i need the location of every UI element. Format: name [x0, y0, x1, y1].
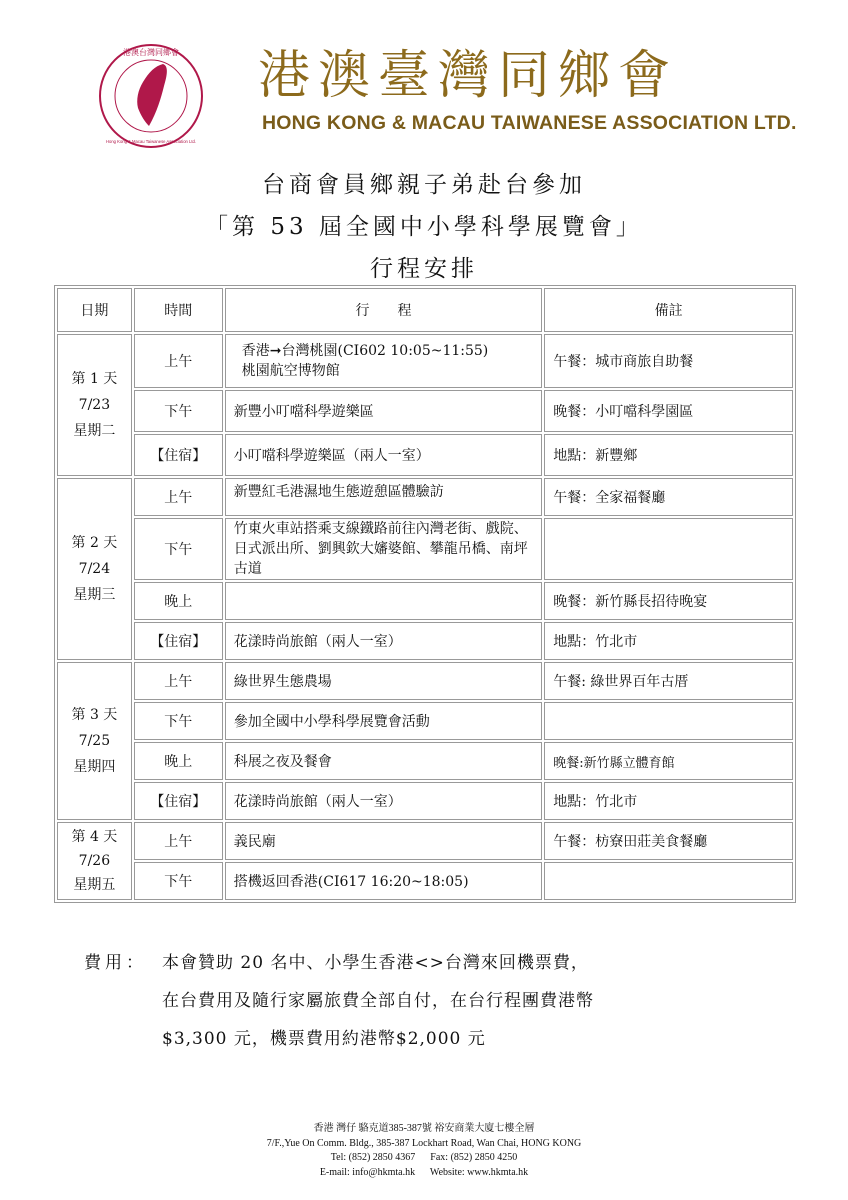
table-row	[57, 478, 793, 516]
time-cell: 【住宿】	[134, 622, 223, 660]
remarks-cell	[544, 862, 793, 900]
table-row	[57, 702, 793, 740]
itinerary-table	[54, 285, 796, 903]
header-remarks: 備註	[544, 288, 793, 332]
table-header-row	[57, 288, 793, 332]
table-row	[57, 782, 793, 820]
time-cell: 晚上	[134, 742, 223, 780]
itinerary-cell: 小叮噹科學遊樂區（兩人一室）	[225, 434, 542, 476]
day-date: 7/26	[78, 853, 111, 869]
org-name-cn: 港澳臺灣同鄉會	[258, 46, 679, 106]
itinerary-cell: 綠世界生態農場	[225, 662, 542, 700]
day-date: 7/24	[78, 561, 111, 577]
footer-phone-fax: Tel: (852) 2850 4367 Fax: (852) 2850 4250	[330, 1152, 518, 1163]
org-name-en: HONG KONG & MACAU TAIWANESE ASSOCIATION LTD.	[262, 112, 797, 134]
remarks-cell: 地點：竹北市	[544, 782, 793, 820]
table-row	[57, 390, 793, 432]
itinerary-line: 香港➞台灣桃園(CI602 10:05~11:55)	[241, 343, 489, 359]
day-cell	[57, 478, 132, 660]
footer-email-web: E-mail: info@hkmta.hk Website: www.hkmta.hk	[319, 1166, 529, 1178]
itinerary-cell: 參加全國中小學科學展覽會活動	[225, 702, 542, 740]
time-cell: 上午	[134, 478, 223, 516]
time-cell: 上午	[134, 662, 223, 700]
header-time: 時間	[134, 288, 223, 332]
day-weekday: 星期三	[73, 587, 116, 603]
table-row	[57, 662, 793, 700]
title-line-1: 台商會員鄉親子弟赴台參加	[262, 172, 586, 198]
itinerary-cell: 花漾時尚旅館（兩人一室）	[225, 622, 542, 660]
itinerary-cell: 新豐紅毛港濕地生態遊憩區體驗訪	[225, 478, 542, 516]
day-weekday: 星期五	[73, 877, 116, 893]
remarks-cell: 午餐：城市商旅自助餐	[544, 334, 793, 388]
itinerary-cell: 竹東火車站搭乘支線鐵路前往內灣老街、戲院、日式派出所、劉興欽大嬸婆館、攀龍吊橋、南坪古道	[225, 518, 542, 580]
day-date: 7/25	[78, 733, 111, 749]
fees-line-1: 本會贊助 20 名中、小學生香港<>台灣來回機票費，	[162, 953, 589, 973]
time-cell: 下午	[134, 390, 223, 432]
itinerary-cell	[225, 334, 542, 388]
itinerary-line: 桃園航空博物館	[241, 363, 340, 379]
time-cell: 上午	[134, 822, 223, 860]
footer-contact	[0, 1122, 848, 1180]
itinerary-cell: 新豐小叮噹科學遊樂區	[225, 390, 542, 432]
remarks-cell: 午餐：全家福餐廳	[544, 478, 793, 516]
day-cell	[57, 822, 132, 900]
table-row	[57, 822, 793, 860]
day-cell	[57, 662, 132, 820]
fees-line-2: 在台費用及隨行家屬旅費全部自付，在台行程團費港幣	[162, 991, 594, 1011]
header-itinerary: 行 程	[225, 288, 542, 332]
remarks-cell: 晚餐:新竹縣立體育館	[544, 742, 793, 780]
table-row	[57, 334, 793, 388]
itinerary-cell: 義民廟	[225, 822, 542, 860]
fees-line-3: $3,300 元，機票費用約港幣$2,000 元	[162, 1029, 486, 1049]
table-row	[57, 742, 793, 780]
taiwan-map-icon	[137, 64, 167, 126]
itinerary-cell: 搭機返回香港(CI617 16:20~18:05)	[225, 862, 542, 900]
table-row	[57, 434, 793, 476]
table-row	[57, 582, 793, 620]
itinerary-cell	[225, 582, 542, 620]
title-line-3: 行程安排	[370, 256, 478, 282]
itinerary-cell: 花漾時尚旅館（兩人一室）	[225, 782, 542, 820]
table-row	[57, 862, 793, 900]
time-cell: 下午	[134, 862, 223, 900]
day-date: 7/23	[78, 397, 111, 413]
day-weekday: 星期四	[73, 759, 116, 775]
time-cell: 下午	[134, 518, 223, 580]
seal-text-en: Hong Kong & Macau Taiwanese Association Ltd.	[105, 139, 197, 144]
day-number: 第 2 天	[71, 535, 118, 551]
remarks-cell	[544, 518, 793, 580]
time-cell: 上午	[134, 334, 223, 388]
remarks-cell: 午餐: 綠世界百年古厝	[544, 662, 793, 700]
remarks-cell: 地點：新豐鄉	[544, 434, 793, 476]
title-line-2: 「第 53 屆全國中小學科學展覽會」	[205, 214, 643, 240]
table-row	[57, 622, 793, 660]
remarks-cell: 晚餐：新竹縣長招待晚宴	[544, 582, 793, 620]
time-cell: 晚上	[134, 582, 223, 620]
day-number: 第 4 天	[71, 829, 118, 845]
fees-label: 費用：	[84, 953, 147, 973]
remarks-cell	[544, 702, 793, 740]
time-cell: 【住宿】	[134, 434, 223, 476]
remarks-cell: 地點：竹北市	[544, 622, 793, 660]
footer-address-cn: 香港 灣仔 駱克道385-387號 裕安商業大廈七樓全層	[313, 1123, 535, 1134]
time-cell: 下午	[134, 702, 223, 740]
footer-address-en: 7/F.,Yue On Comm. Bldg., 385-387 Lockhart Road, Wan Chai, HONG KONG	[266, 1137, 582, 1149]
time-cell: 【住宿】	[134, 782, 223, 820]
day-number: 第 3 天	[71, 707, 118, 723]
association-seal-logo	[97, 42, 205, 150]
header-date: 日期	[57, 288, 132, 332]
day-cell	[57, 334, 132, 476]
table-row	[57, 518, 793, 580]
remarks-cell: 晚餐：小叮噹科學園區	[544, 390, 793, 432]
seal-text-cn: 港澳台灣同鄉會	[123, 48, 179, 57]
itinerary-cell: 科展之夜及餐會	[225, 742, 542, 780]
day-number: 第 1 天	[71, 371, 118, 387]
day-weekday: 星期二	[73, 423, 116, 439]
remarks-cell: 午餐：枋寮田莊美食餐廳	[544, 822, 793, 860]
